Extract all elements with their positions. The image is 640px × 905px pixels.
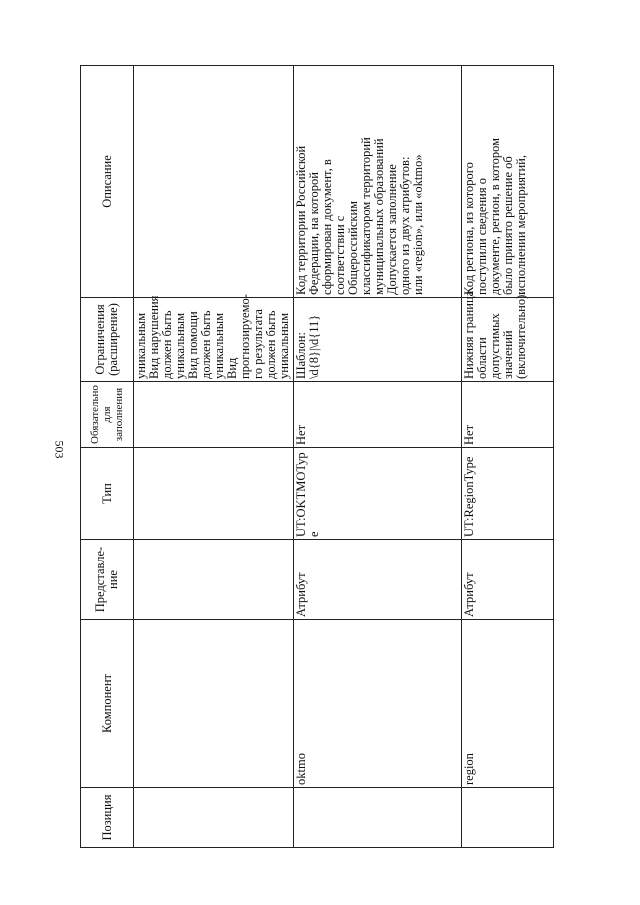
cell-representation: Атрибут (462, 540, 554, 620)
cell-line: Код территории Российской (294, 145, 308, 295)
header-representation: Представле-ние (81, 540, 134, 620)
cell-type: UT:RegionType (462, 448, 554, 540)
cell-component: oktmo (294, 620, 462, 788)
cell-line: Вид нарушения (147, 295, 161, 379)
cell-description (462, 66, 554, 298)
cell-line: документе, регион, в котором (488, 137, 502, 295)
cell-position (134, 788, 294, 848)
cell-mandatory: Нет (294, 382, 462, 448)
attributes-table (80, 65, 554, 848)
cell-position (462, 788, 554, 848)
cell-line: Общероссийским (346, 200, 360, 295)
cell-component: region (462, 620, 554, 788)
header-restriction: Ограничения (расширение) (81, 298, 134, 382)
cell-line: Вид помощи (186, 311, 200, 379)
cell-line: уникальным (277, 312, 291, 379)
rotated-table-container (80, 66, 552, 848)
cell-line: (включительно): (514, 291, 528, 379)
table-row (134, 66, 294, 848)
cell-line: Код региона, из которого (462, 162, 476, 295)
cell-line: значений (501, 330, 515, 379)
cell-restriction (134, 294, 294, 382)
cell-description (294, 66, 462, 298)
cell-restriction (462, 290, 554, 382)
cell-component (134, 620, 294, 788)
cell-line: должен быть (264, 310, 278, 379)
cell-line: \d{8}|\d{11} (307, 314, 321, 379)
cell-line: допустимых (488, 313, 502, 379)
cell-line: соответствии с (333, 215, 347, 295)
cell-mandatory (134, 382, 294, 448)
cell-line: исполнении мероприятий, (514, 155, 528, 295)
cell-line: одного из двух атрибутов: (398, 156, 412, 295)
header-component: Компонент (81, 620, 134, 788)
cell-description (134, 66, 294, 298)
cell-type: UT:OKTMOType (294, 448, 462, 540)
cell-line: области (475, 337, 489, 379)
table-row (294, 66, 462, 848)
cell-line: было принято решение об (501, 156, 515, 295)
cell-line: Шаблон: (294, 332, 308, 379)
cell-type (134, 448, 294, 540)
cell-line: муниципальных образований (372, 138, 386, 295)
cell-line: Допускается заполнение (385, 164, 399, 295)
cell-restriction (294, 298, 462, 382)
cell-position (294, 788, 462, 848)
header-type: Тип (81, 448, 134, 540)
cell-representation (134, 540, 294, 620)
header-mandatory: Обязательно для заполнения (81, 382, 134, 448)
cell-line: должен быть (199, 310, 213, 379)
header-position: Позиция (81, 788, 134, 848)
header-row (81, 66, 134, 848)
cell-line: должен быть (160, 310, 174, 379)
header-description: Описание (81, 66, 134, 298)
cell-line: Вид (225, 357, 239, 379)
cell-line: поступили сведения о (475, 178, 489, 295)
table-row (462, 66, 554, 848)
cell-line: классификатором территорий (359, 137, 373, 295)
cell-line: уникальным (134, 312, 148, 379)
cell-line: го результата (251, 309, 265, 379)
cell-line: сформирован документ, в (320, 159, 334, 295)
cell-line: уникальным (173, 312, 187, 379)
cell-mandatory: Нет (462, 382, 554, 448)
cell-line: прогнозируемо- (238, 294, 252, 379)
cell-line: Федерации, на которой (307, 172, 321, 295)
cell-line: или «region», или «oktmo» (411, 154, 425, 295)
cell-line: Нижняя граница (462, 290, 476, 379)
cell-line: уникальным (212, 312, 226, 379)
cell-representation: Атрибут (294, 540, 462, 620)
page-number: 503 (52, 440, 67, 459)
